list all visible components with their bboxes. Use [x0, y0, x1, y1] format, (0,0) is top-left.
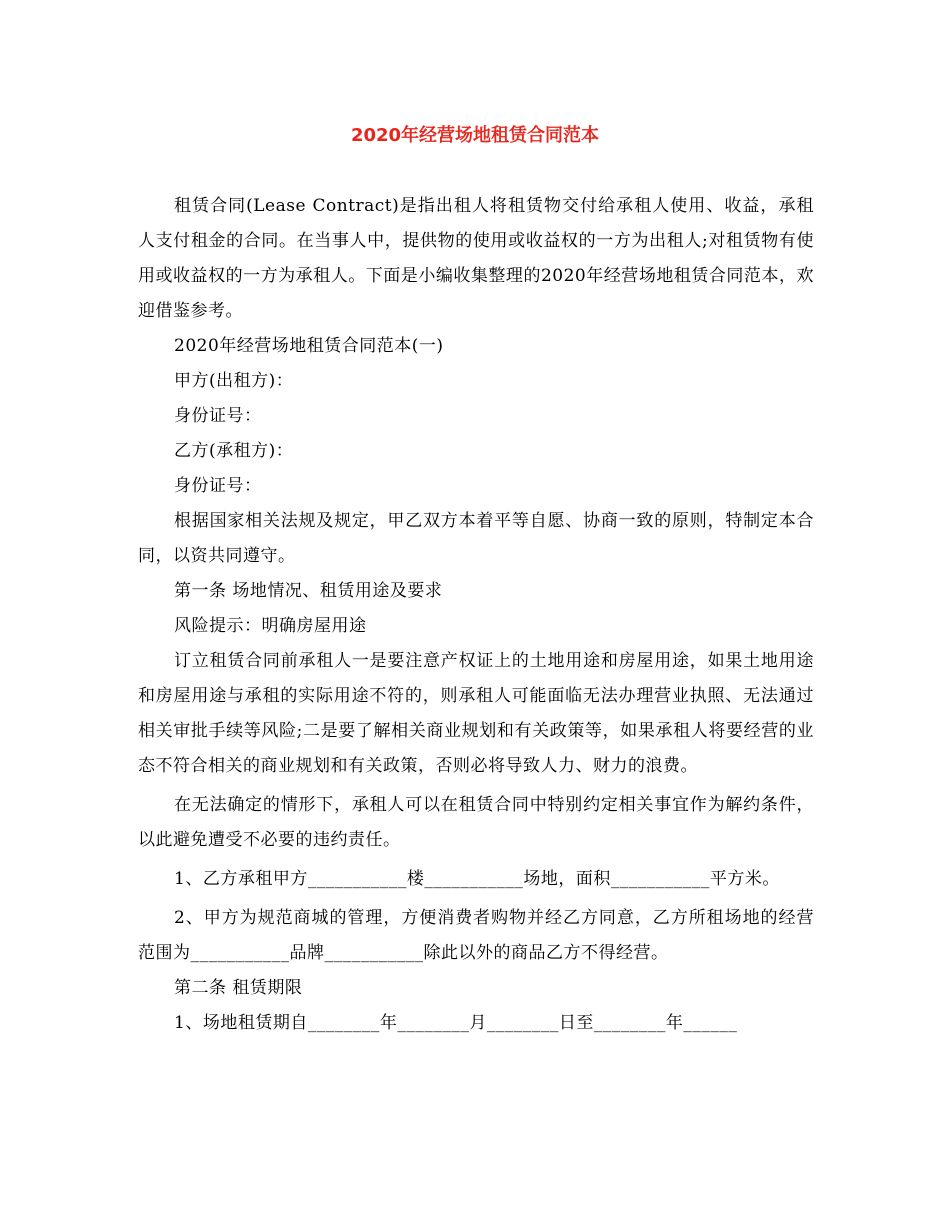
- article-1-clause-1: 1、乙方承租甲方___________楼___________场地，面积___________平方米。: [174, 869, 780, 889]
- article-2-clause-1: 1、场地租赁期自________年________月________日至________年______: [174, 1013, 738, 1033]
- document-title: 2020年经营场地租赁合同范本: [350, 125, 600, 146]
- contract-heading: 2020年经营场地租赁合同范本(一): [174, 336, 444, 356]
- article-1-heading: 第一条 场地情况、租赁用途及要求: [174, 581, 443, 601]
- risk-tip-line: 风险提示：明确房屋用途: [174, 616, 367, 636]
- article-1-clause-2: 2、甲方为规范商城的管理，方便消费者购物并经乙方同意，乙方所租场地的经营范围为___________品牌___________除此以外的商品乙方不得经营。: [138, 908, 814, 963]
- document-body: [138, 189, 814, 1041]
- article-2-heading: 第二条 租赁期限: [174, 978, 303, 998]
- termination-paragraph: 在无法确定的情形下，承租人可以在租赁合同中特别约定相关事宜作为解约条件，以此避免遭受不必要的违约责任。: [138, 795, 814, 850]
- preamble-paragraph: 根据国家相关法规及规定，甲乙双方本着平等自愿、协商一致的原则，特制定本合同，以资共同遵守。: [138, 511, 814, 566]
- intro-paragraph: 租赁合同(Lease Contract)是指出租人将租赁物交付给承租人使用、收益，承租人支付租金的合同。在当事人中，提供物的使用或收益权的一方为出租人;对租赁物有使用或收益权的一方为承租人。下面是小编收集整理的2020年经营场地租赁合同范本，欢迎借鉴参考。: [138, 196, 814, 321]
- party-a-id-line: 身份证号：: [174, 406, 262, 426]
- party-b-id-line: 身份证号：: [174, 476, 262, 496]
- party-b-line: 乙方(承租方)：: [174, 441, 294, 461]
- party-a-line: 甲方(出租方)：: [174, 371, 294, 391]
- risk-tip-paragraph: 订立租赁合同前承租人一是要注意产权证上的土地用途和房屋用途，如果土地用途和房屋用途与承租的实际用途不符的，则承租人可能面临无法办理营业执照、无法通过相关审批手续等风险;二是要了解相关商业规划和有关政策等，如果承租人将要经营的业态不符合相关的商业规划和有关政策，否则必将导致人力、财力的浪费。: [138, 651, 814, 776]
